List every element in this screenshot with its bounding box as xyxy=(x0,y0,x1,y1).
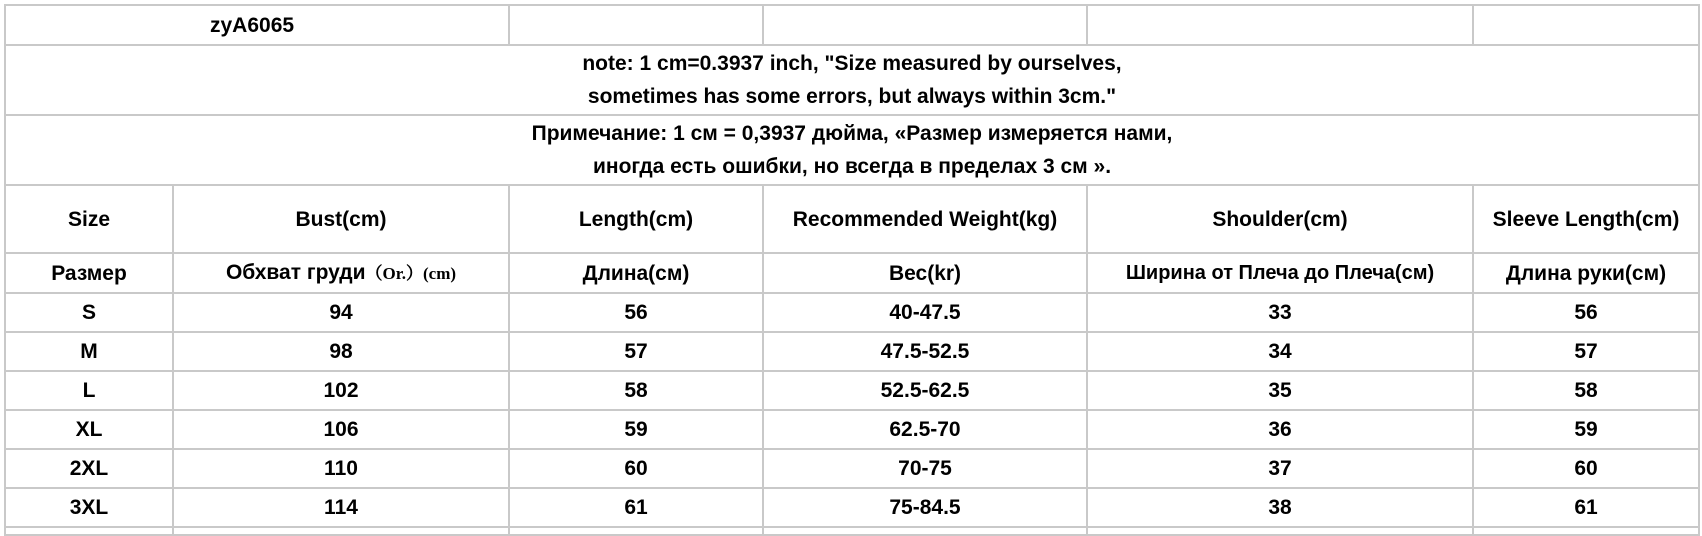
table-row xyxy=(5,488,1699,527)
bust-cell: 94 xyxy=(173,293,509,332)
english-note-line-2: sometimes has some errors, but always within 3cm." xyxy=(587,85,1117,108)
header-row-russian xyxy=(5,253,1699,293)
length-cell: 57 xyxy=(509,332,763,371)
bust-cell: 98 xyxy=(173,332,509,371)
shoulder-cell: 34 xyxy=(1087,332,1473,371)
weight-cell: 62.5-70 xyxy=(763,410,1087,449)
empty-cell xyxy=(1473,5,1699,45)
header-row-english xyxy=(5,185,1699,253)
empty-cell xyxy=(509,527,763,535)
header-ru-sleeve: Длина руки(см) xyxy=(1473,253,1699,293)
sleeve-cell: 60 xyxy=(1473,449,1699,488)
empty-cell xyxy=(509,5,763,45)
weight-cell: 52.5-62.5 xyxy=(763,371,1087,410)
shoulder-cell: 33 xyxy=(1087,293,1473,332)
english-note-line-1: note: 1 cm=0.3937 inch, "Size measured by ourselves, xyxy=(582,52,1122,75)
russian-note-line-1: Примечание: 1 см = 0,3937 дюйма, «Размер измеряется нами, xyxy=(531,122,1173,145)
sleeve-cell: 58 xyxy=(1473,371,1699,410)
size-cell: M xyxy=(5,332,173,371)
length-cell: 59 xyxy=(509,410,763,449)
weight-cell: 70-75 xyxy=(763,449,1087,488)
empty-cell xyxy=(763,5,1087,45)
header-size: Size xyxy=(5,185,173,253)
length-cell: 60 xyxy=(509,449,763,488)
empty-cell xyxy=(1087,527,1473,535)
size-chart-table xyxy=(4,4,1700,536)
empty-cell xyxy=(5,527,173,535)
shoulder-cell: 37 xyxy=(1087,449,1473,488)
length-cell: 61 xyxy=(509,488,763,527)
shoulder-cell: 38 xyxy=(1087,488,1473,527)
product-code-cell xyxy=(5,5,509,45)
length-cell: 58 xyxy=(509,371,763,410)
shoulder-cell: 35 xyxy=(1087,371,1473,410)
table-row xyxy=(5,332,1699,371)
empty-cell xyxy=(1473,527,1699,535)
header-ru-bust-suffix: （Or.）(cm) xyxy=(365,264,457,283)
weight-cell: 47.5-52.5 xyxy=(763,332,1087,371)
size-cell: 2XL xyxy=(5,449,173,488)
header-ru-bust-main: Обхват груди xyxy=(225,261,366,284)
empty-cell xyxy=(763,527,1087,535)
bust-cell: 102 xyxy=(173,371,509,410)
size-cell: 3XL xyxy=(5,488,173,527)
table-row xyxy=(5,410,1699,449)
weight-cell: 40-47.5 xyxy=(763,293,1087,332)
english-note xyxy=(5,45,1699,115)
bust-cell: 110 xyxy=(173,449,509,488)
trailing-empty-row xyxy=(5,527,1699,535)
shoulder-cell: 36 xyxy=(1087,410,1473,449)
russian-note-line-2: иногда есть ошибки, но всегда в пределах 3 см ». xyxy=(592,155,1112,178)
size-cell: XL xyxy=(5,410,173,449)
empty-cell xyxy=(1087,5,1473,45)
header-length: Length(cm) xyxy=(509,185,763,253)
header-ru-weight: Вес(kr) xyxy=(763,253,1087,293)
header-ru-size: Размер xyxy=(5,253,173,293)
title-row xyxy=(5,5,1699,45)
table-row xyxy=(5,449,1699,488)
table-row xyxy=(5,371,1699,410)
header-weight: Recommended Weight(kg) xyxy=(763,185,1087,253)
header-ru-bust xyxy=(173,253,509,293)
header-sleeve: Sleeve Length(cm) xyxy=(1473,185,1699,253)
size-cell: L xyxy=(5,371,173,410)
size-cell: S xyxy=(5,293,173,332)
header-shoulder: Shoulder(cm) xyxy=(1087,185,1473,253)
table-row xyxy=(5,293,1699,332)
english-note-row xyxy=(5,45,1699,115)
length-cell: 56 xyxy=(509,293,763,332)
header-ru-shoulder: Ширина от Плеча до Плеча(см) xyxy=(1087,253,1473,293)
sleeve-cell: 56 xyxy=(1473,293,1699,332)
sleeve-cell: 59 xyxy=(1473,410,1699,449)
russian-note xyxy=(5,115,1699,185)
russian-note-row xyxy=(5,115,1699,185)
empty-cell xyxy=(173,527,509,535)
product-code: zyA6065 xyxy=(210,13,295,37)
bust-cell: 114 xyxy=(173,488,509,527)
bust-cell: 106 xyxy=(173,410,509,449)
header-bust: Bust(cm) xyxy=(173,185,509,253)
sleeve-cell: 61 xyxy=(1473,488,1699,527)
weight-cell: 75-84.5 xyxy=(763,488,1087,527)
sleeve-cell: 57 xyxy=(1473,332,1699,371)
header-ru-length: Длина(см) xyxy=(509,253,763,293)
